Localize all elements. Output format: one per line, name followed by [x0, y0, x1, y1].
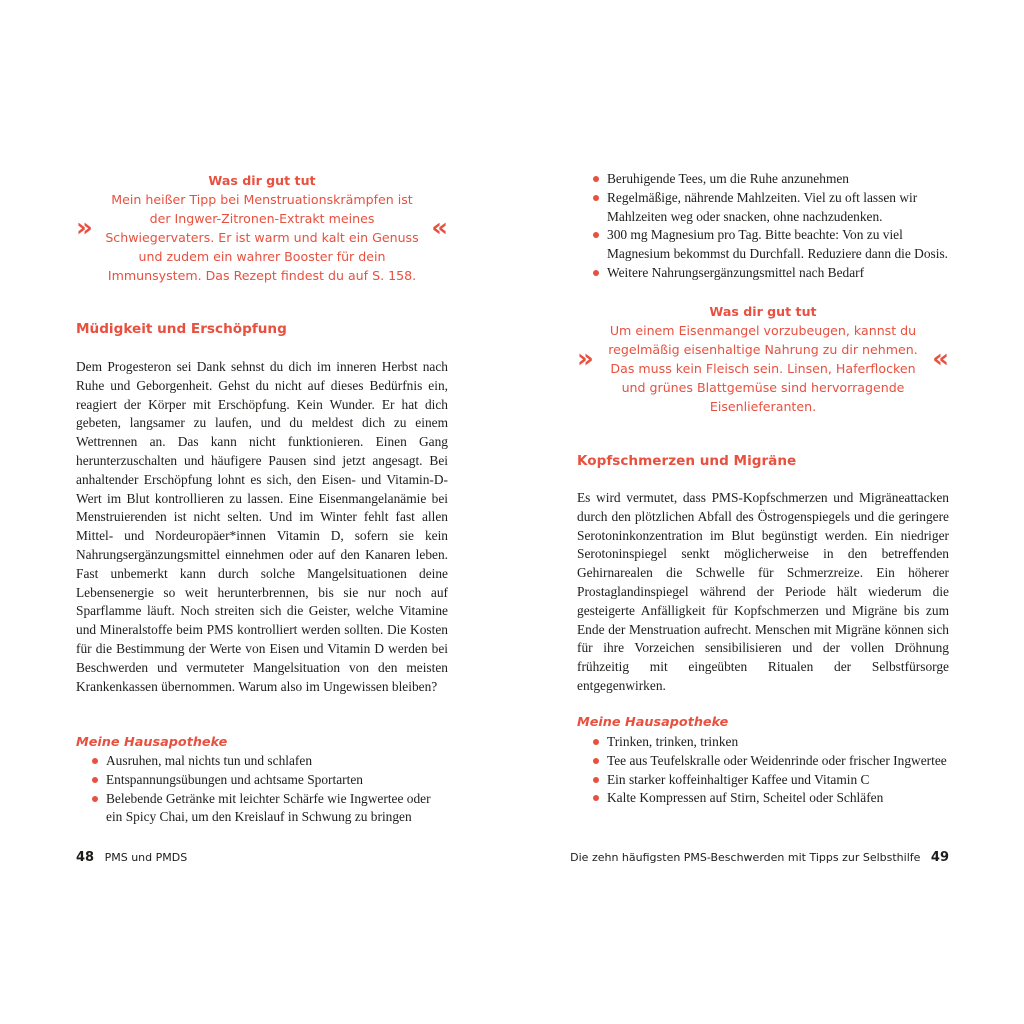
list-item: Belebende Getränke mit leichter Schärfe wie Ingwertee oder ein Spicy Chai, um den Kreislauf in Schwung zu bringen [92, 790, 448, 828]
list-item: Tee aus Teufelskralle oder Weidenrinde oder frischer Ingwertee [593, 752, 949, 771]
section-heading: Müdigkeit und Erschöpfung [76, 321, 287, 337]
callout-title: Was dir gut tut [208, 173, 316, 188]
list-item: Regelmäßige, nährende Mahlzeiten. Viel zu oft lassen wir Mahlzeiten weg oder snacken, ohne nachzudenken. [593, 189, 949, 227]
page-footer [570, 850, 949, 866]
list-subheading: Meine Hausapotheke [577, 715, 729, 730]
left-page [76, 0, 448, 1024]
list-item: Weitere Nahrungsergänzungsmittel nach Bedarf [593, 264, 949, 283]
section-heading: Kopfschmerzen und Migräne [577, 453, 797, 469]
tip-callout [577, 302, 949, 416]
callout-title: Was dir gut tut [709, 304, 817, 319]
quote-open-icon: » [577, 344, 594, 374]
running-title: PMS und PMDS [104, 851, 188, 864]
body-text: Es wird vermutet, dass PMS-Kopfschmerzen und Migräneattacken durch den plötzlichen Abfall des Östrogenspiegels und die geringere Serotoninkonzentration im Blut begünstigt werden. Ein niedriger Serotoninspiegel senkt möglicherweise in den betreffenden Gehirnarealen die Schwelle für Schmerzreize. Ein höherer Prostaglandinspiegel während der Periode hält wiederum die gesteigerte Anfälligkeit für Kopfschmerzen und Migräne bis zum Ende der Menstruation aufrecht. Menschen mit Migräne können sich für ihre Vorzeichen sensibilisieren und der vollen Dröhnung frühzeitig mit eingeübten Ritualen der Selbstfürsorge entgegenwirken. [577, 490, 949, 693]
callout-text: Um einem Eisenmangel vorzubeugen, kannst du regelmäßig eisenhaltige Nahrung zu dir nehmen. Das muss kein Fleisch sein. Linsen, Haferflocken und grünes Blattgemüse sind hervorragende Eisenlieferanten. [608, 323, 918, 414]
list-item: Ausruhen, mal nichts tun und schlafen [92, 752, 448, 771]
list-item: Kalte Kompressen auf Stirn, Scheitel oder Schläfen [593, 789, 949, 808]
list-item: Entspannungsübungen und achtsame Sportarten [92, 771, 448, 790]
page-footer [76, 850, 187, 866]
tip-callout [76, 171, 448, 285]
list-item: Ein starker koffeinhaltiger Kaffee und Vitamin C [593, 771, 949, 790]
right-page [570, 0, 949, 1024]
remedy-list [593, 733, 949, 808]
list-subheading: Meine Hausapotheke [76, 735, 228, 750]
page-number: 49 [930, 850, 949, 865]
list-item: 300 mg Magnesium pro Tag. Bitte beachte: Von zu viel Magnesium bekommst du Durchfall. Reduziere dann die Dosis. [593, 226, 949, 264]
running-title: Die zehn häufigsten PMS-Beschwerden mit Tipps zur Selbsthilfe [570, 851, 921, 864]
remedy-list-continued [593, 170, 949, 283]
page-number: 48 [76, 850, 95, 865]
callout-text: Mein heißer Tipp bei Menstruationskrämpfen ist der Ingwer-Zitronen-Extrakt meines Schwiegervaters. Er ist warm und kalt ein Genuss und zudem ein wahrer Booster für dein Immunsystem. Das Rezept findest du auf S. 158. [105, 192, 419, 283]
list-item: Trinken, trinken, trinken [593, 733, 949, 752]
quote-open-icon: » [76, 213, 93, 243]
quote-close-icon: « [932, 344, 949, 374]
body-text: Dem Progesteron sei Dank sehnst du dich im inneren Herbst nach Ruhe und Geborgenheit. Gehst du nicht auf dieses Bedürfnis ein, reagiert der Körper mit Erschöpfung. Kein Wunder. Er hat dich gebeten, langsamer zu laufen, und du meldest dich zu einem Wettrennen an. Das kann nicht funktionieren. Einen Gang herunterzuschalten und häufigere Pausen sind jetzt angesagt. Bei anhaltender Erschöpfung lohnt es sich, den Eisen- und Vitamin-D-Wert im Blut kontrollieren zu lassen. Eine Eisenmangelanämie bei Menstruierenden ist nicht selten. Und im Winter fehlt fast allen Mittel- und Nordeuropäer*innen Vitamin D, sofern sie kein Nahrungsergänzungsmittel einnehmen oder auf den Kanaren leben. Fast unbemerkt kann durch solche Mangelsituationen deine Lebensenergie so weit herunterbrennen, bis sie nur noch auf Sparflamme läuft. Noch streiten sich die Geister, welche Vitamine und Mineralstoffe beim PMS kontrolliert werden sollten. Die Kosten für die Bestimmung der Werte von Eisen und Vitamin D werden bei Beschwerden und vermuteter Mangelsituation von den meisten Krankenkassen übernommen. Warum also im Ungewissen bleiben? [76, 359, 448, 694]
quote-close-icon: « [431, 213, 448, 243]
remedy-list [92, 752, 448, 827]
list-item: Beruhigende Tees, um die Ruhe anzunehmen [593, 170, 949, 189]
